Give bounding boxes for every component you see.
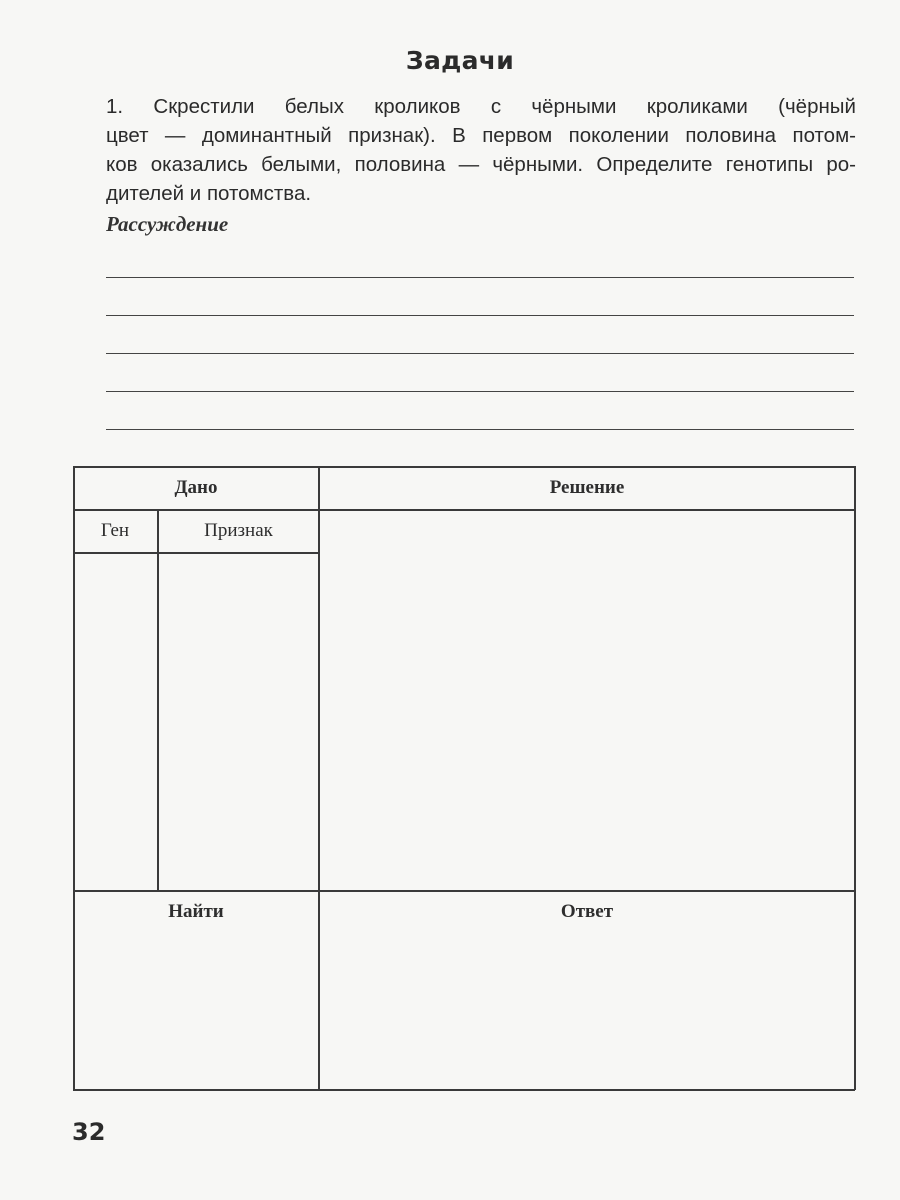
page-number: 32 <box>72 1118 106 1146</box>
section-title: Задачи <box>405 46 515 75</box>
task-line: дителей и потомства. <box>106 182 312 205</box>
table-border-top <box>73 466 855 468</box>
table-border-bottom <box>73 1089 855 1091</box>
writing-line[interactable] <box>106 429 854 430</box>
trait-cell[interactable] <box>159 554 318 890</box>
trait-header: Признак <box>204 520 273 541</box>
writing-line[interactable] <box>106 353 854 354</box>
table-middle-divider <box>73 890 855 892</box>
gene-cell[interactable] <box>75 554 157 890</box>
find-cell[interactable] <box>75 930 318 1089</box>
given-header: Дано <box>174 477 218 498</box>
task-line: 1. Скрестили белых кроликов с чёрными кроликами (чёрный <box>106 95 856 118</box>
task-text <box>106 92 856 208</box>
task-line: цвет — доминантный признак). В первом поколении половина потом- <box>106 124 856 147</box>
solution-cell[interactable] <box>320 511 854 890</box>
task-line: ков оказались белыми, половина — чёрными. Определите генотипы ро- <box>106 153 856 176</box>
writing-line[interactable] <box>106 391 854 392</box>
table-border-right <box>854 466 856 1090</box>
answer-cell[interactable] <box>320 930 854 1089</box>
reasoning-label: Рассуждение <box>106 212 229 236</box>
gene-header: Ген <box>100 520 130 541</box>
answer-header: Ответ <box>560 901 614 922</box>
find-header: Найти <box>168 901 224 922</box>
writing-line[interactable] <box>106 277 854 278</box>
solution-header: Решение <box>549 477 625 498</box>
writing-line[interactable] <box>106 315 854 316</box>
